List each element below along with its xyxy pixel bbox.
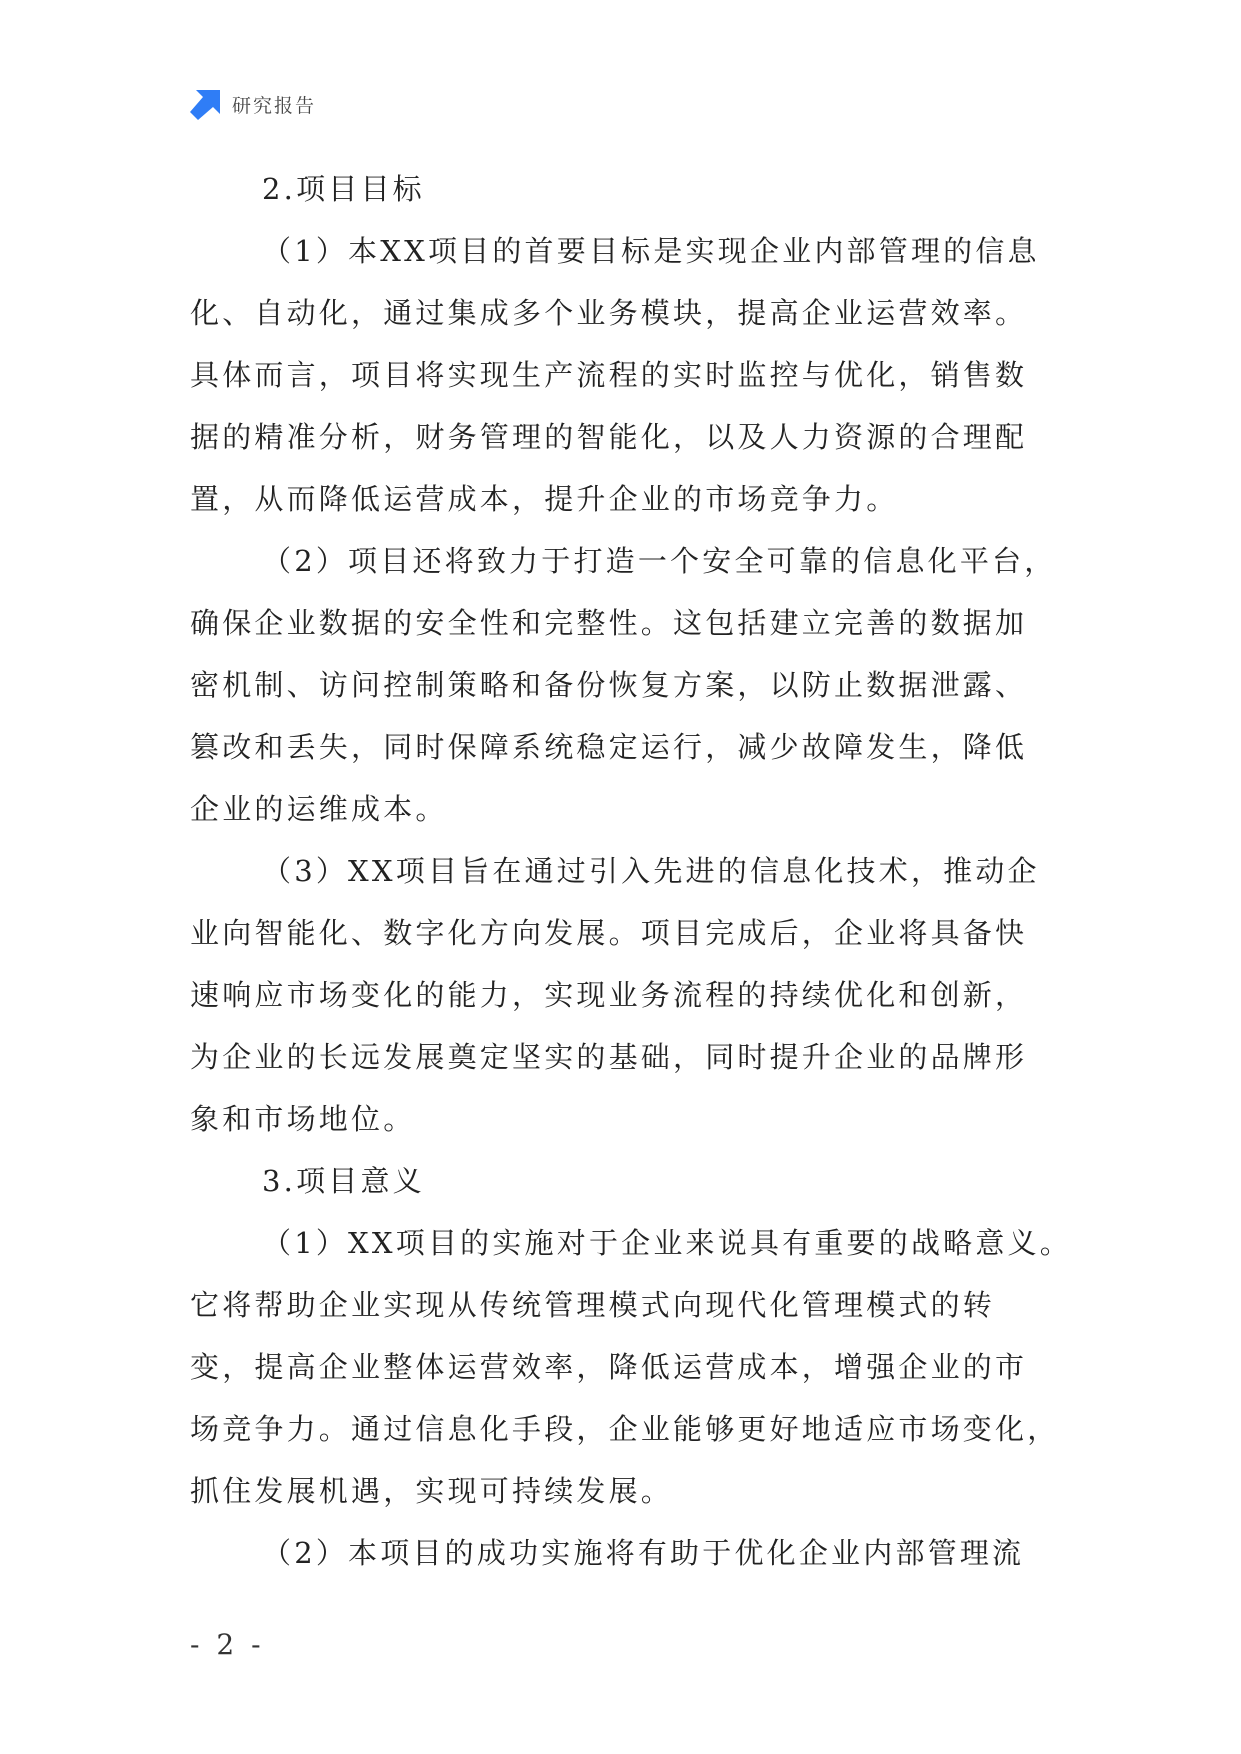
text-line: 业向智能化、数字化方向发展。项目完成后，企业将具备快 [190,916,1028,950]
text-line: 化、自动化，通过集成多个业务模块，提高企业运营效率。 [190,296,1028,330]
text-line: （3）XX项目旨在通过引入先进的信息化技术，推动企 [262,854,1040,888]
text-line: 据的精准分析，财务管理的智能化，以及人力资源的合理配 [190,420,1028,454]
text-line: 抓住发展机遇，实现可持续发展。 [190,1474,674,1508]
text-line: 具体而言，项目将实现生产流程的实时监控与优化，销售数 [190,358,1028,392]
text-line: 置，从而降低运营成本，提升企业的市场竞争力。 [190,482,899,516]
text-line: 象和市场地位。 [190,1102,416,1136]
text-line: （2）项目还将致力于打造一个安全可靠的信息化平台， [262,544,1057,578]
text-line: （1）本XX项目的首要目标是实现企业内部管理的信息 [262,234,1040,268]
text-line: 密机制、访问控制策略和备份恢复方案，以防止数据泄露、 [190,668,1028,702]
text-line: 为企业的长远发展奠定坚实的基础，同时提升企业的品牌形 [190,1040,1028,1074]
text-line: （1）XX项目的实施对于企业来说具有重要的战略意义。 [262,1226,1072,1260]
text-line: 3.项目意义 [262,1164,425,1198]
document-body [190,158,1072,1584]
header-title: 研究报告 [232,94,317,117]
text-line: 2.项目目标 [262,172,425,206]
text-line: 速响应市场变化的能力，实现业务流程的持续优化和创新， [190,978,1028,1012]
text-line: 场竞争力。通过信息化手段，企业能够更好地适应市场变化， [190,1412,1060,1446]
text-line: 变，提高企业整体运营效率，降低运营成本，增强企业的市 [190,1350,1028,1384]
text-line: 篡改和丢失，同时保障系统稳定运行，减少故障发生，降低 [190,730,1028,764]
text-line: 确保企业数据的安全性和完整性。这包括建立完善的数据加 [190,606,1028,640]
page-number: - 2 - [190,1628,265,1661]
page-header [190,88,316,120]
text-line: （2）本项目的成功实施将有助于优化企业内部管理流 [262,1536,1025,1570]
text-line: 企业的运维成本。 [190,792,448,826]
arrow-logo-icon [190,88,222,120]
text-line: 它将帮助企业实现从传统管理模式向现代化管理模式的转 [190,1288,996,1322]
